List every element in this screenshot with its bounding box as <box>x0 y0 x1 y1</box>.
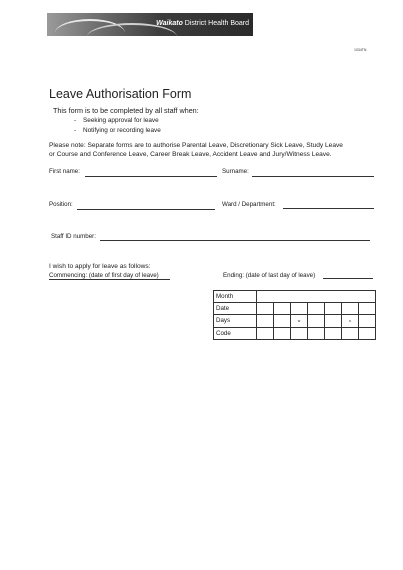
staff-id-field[interactable] <box>100 240 370 241</box>
intro-text: This form is to be completed by all staff when: <box>53 106 199 115</box>
purpose-list <box>74 117 161 137</box>
days-cell <box>325 315 342 327</box>
position-label: Position: <box>49 201 73 208</box>
row-label-days: Days <box>214 315 257 327</box>
please-note-text: Please note: Separate forms are to authorise Parental Leave, Discretionary Sick Leave, Study Leave or Course and Conference Leave, Career Break Leave, Accident Leave and Jury/Witness Leave. <box>49 142 343 159</box>
days-cell-w: w <box>291 315 308 327</box>
table-row <box>214 303 376 315</box>
month-cell[interactable] <box>257 291 376 303</box>
commencing-underline <box>49 279 170 280</box>
ending-label: Ending: (date of last day of leave) <box>223 272 316 279</box>
dhb-header-banner <box>47 13 253 36</box>
date-cell[interactable] <box>291 303 308 315</box>
days-cell <box>257 315 274 327</box>
code-cell[interactable] <box>308 327 325 339</box>
days-cell <box>308 315 325 327</box>
first-name-label: First name: <box>49 168 80 175</box>
code-cell[interactable] <box>325 327 342 339</box>
position-field[interactable] <box>77 209 215 210</box>
code-cell[interactable] <box>274 327 291 339</box>
days-cell <box>359 315 376 327</box>
list-item: - Notifying or recording leave <box>74 127 161 134</box>
list-item: - Seeking approval for leave <box>74 117 159 124</box>
surname-label: Surname: <box>222 168 249 175</box>
leave-calendar-table <box>213 290 376 340</box>
apply-statement: I wish to apply for leave as follows: <box>49 263 151 270</box>
code-cell[interactable] <box>291 327 308 339</box>
staff-id-label: Staff ID number: <box>51 233 96 240</box>
row-label-month: Month <box>214 291 257 303</box>
form-reference-code: 1034TN <box>354 48 367 52</box>
ward-department-label: Ward / Department: <box>222 201 276 208</box>
organisation-name: Waikato District Health Board <box>156 20 249 27</box>
date-cell[interactable] <box>274 303 291 315</box>
ward-department-field[interactable] <box>283 208 374 209</box>
code-cell[interactable] <box>257 327 274 339</box>
days-cell <box>274 315 291 327</box>
date-cell[interactable] <box>257 303 274 315</box>
code-cell[interactable] <box>342 327 359 339</box>
page-title: Leave Authorisation Form <box>49 87 192 101</box>
ending-field[interactable] <box>323 278 373 279</box>
surname-field[interactable] <box>252 176 374 177</box>
first-name-field[interactable] <box>85 176 217 177</box>
date-cell[interactable] <box>359 303 376 315</box>
commencing-label: Commencing: (date of first day of leave) <box>49 272 159 279</box>
table-row <box>214 327 376 339</box>
code-cell[interactable] <box>359 327 376 339</box>
row-label-code: Code <box>214 327 257 339</box>
date-cell[interactable] <box>342 303 359 315</box>
date-cell[interactable] <box>325 303 342 315</box>
days-cell-s: s <box>342 315 359 327</box>
table-row <box>214 315 376 327</box>
row-label-date: Date <box>214 303 257 315</box>
date-cell[interactable] <box>308 303 325 315</box>
table-row <box>214 291 376 303</box>
